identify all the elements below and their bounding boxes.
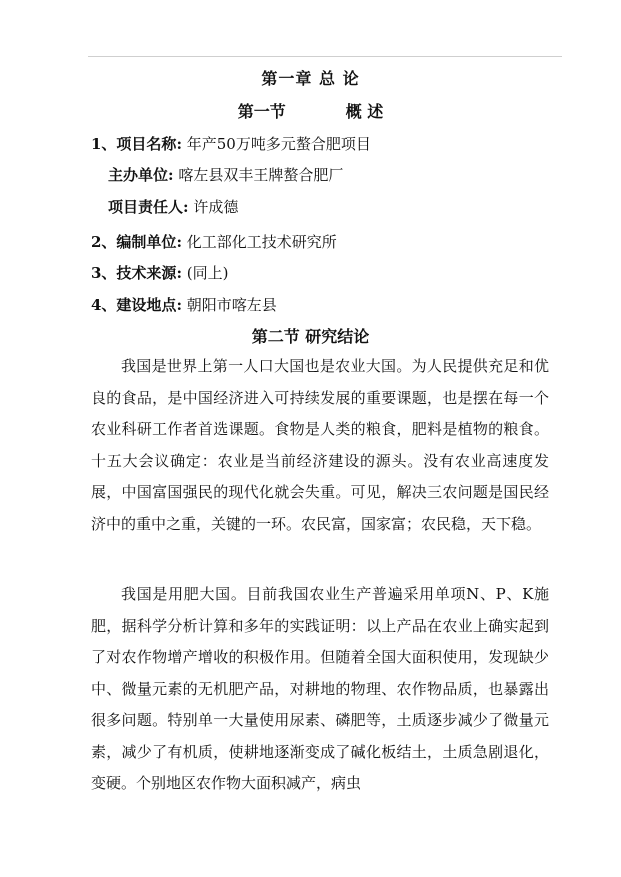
field-value: 许成德: [193, 198, 239, 216]
field-value: 喀左县双丰王牌螯合肥厂: [178, 166, 344, 184]
field-technology-source: [91, 262, 228, 283]
field-value: 年产50万吨多元螯合肥项目: [186, 135, 371, 153]
field-label: 3、技术来源:: [91, 264, 182, 282]
section-1-name: 概 述: [345, 102, 384, 121]
paragraph: 我国是世界上第一人口大国也是农业大国。为人民提供充足和优良的食品，是中国经济进入可持续发展的重要课题，也是摆在每一个农业科研工作者首选课题。食物是人类的粮食，肥料是植物的粮食。十五大会议确定：农业是当前经济建设的源头。没有农业高速度发展，中国富国强民的现代化就会失重。可见，解决三农问题是国民经济中的重中之重，关键的一环。农民富，国家富；农民稳，天下稳。: [91, 357, 549, 533]
field-label: 4、建设地点:: [91, 296, 182, 314]
paragraph: 我国是用肥大国。目前我国农业生产普遍采用单项N、P、K施肥，据科学分析计算和多年的实践证明：以上产品在农业上确实起到了对农作物增产增收的积极作用。但随着全国大面积使用，发现缺少中、微量元素的无机肥产品，对耕地的物理、农作物品质，也暴露出很多问题。特别单一大量使用尿素、磷肥等，土质逐步减少了微量元素，减少了有机质，使耕地逐渐变成了碱化板结土，土质急剧退化，变硬。个别地区农作物大面积减产，病虫: [91, 585, 549, 792]
field-value: (同上): [186, 264, 229, 282]
field-value: 化工部化工技术研究所: [186, 233, 337, 251]
chapter-title: 第一章 总 论: [261, 69, 360, 88]
field-label: 项目责任人:: [108, 198, 189, 216]
header-rule: [88, 56, 562, 57]
field-responsible-person: [108, 196, 238, 217]
field-compiling-unit: [91, 231, 337, 252]
section-1-title: [0, 99, 621, 122]
field-value: 朝阳市喀左县: [186, 296, 277, 314]
field-label: 主办单位:: [108, 166, 174, 184]
field-project-name: [91, 133, 371, 154]
field-construction-site: [91, 294, 277, 315]
field-label: 2、编制单位:: [91, 233, 182, 251]
section-1-number: 第一节: [237, 102, 286, 121]
section-2-title: 第二节 研究结论: [251, 327, 370, 346]
field-label: 1、项目名称:: [91, 135, 182, 153]
field-sponsor: [108, 164, 343, 185]
